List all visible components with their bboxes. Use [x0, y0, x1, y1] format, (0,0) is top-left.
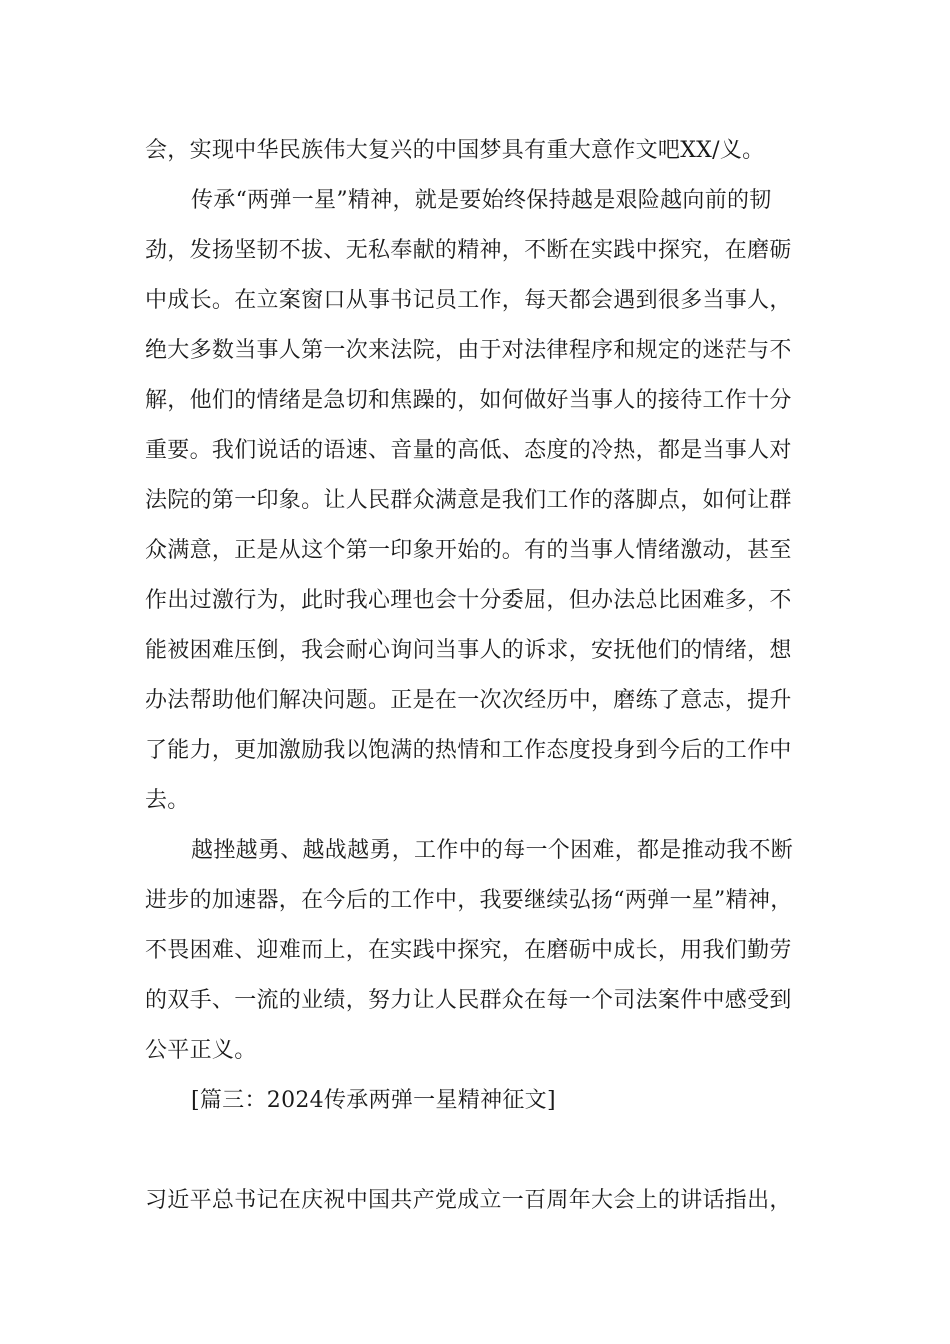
text-line-11: 能被困难压倒，我会耐心询问当事人的诉求，安抚他们的情绪，想 — [145, 638, 792, 663]
text-line-15: 越挫越勇、越战越勇，工作中的每一个困难，都是推动我不断 — [191, 838, 794, 863]
text-line-4: 中成长。在立案窗口从事书记员工作，每天都会遇到很多当事人， — [145, 288, 792, 313]
text-line-13: 了能力，更加激励我以饱满的热情和工作态度投身到今后的工作中 — [145, 738, 792, 763]
text-line-18: 的双手、一流的业绩，努力让人民群众在每一个司法案件中感受到 — [145, 988, 792, 1013]
text-line-17: 不畏困难、迎难而上，在实践中探究，在磨砺中成长，用我们勤劳 — [145, 938, 792, 963]
text-line-1: 会，实现中华民族伟大复兴的中国梦具有重大意作文吧XX/义。 — [145, 138, 765, 163]
text-line-2: 传承“两弹一星”精神，就是要始终保持越是艰险越向前的韧 — [191, 188, 772, 213]
text-line-14: 去。 — [145, 788, 190, 813]
text-line-6: 解，他们的情绪是急切和焦躁的，如何做好当事人的接待工作十分 — [145, 388, 792, 413]
text-line-3: 劲，发扬坚韧不拔、无私奉献的精神，不断在实践中探究，在磨砺 — [145, 238, 792, 263]
section-heading: [篇三：2024传承两弹一星精神征文] — [191, 1088, 556, 1113]
text-line-21: 习近平总书记在庆祝中国共产党成立一百周年大会上的讲话指出， — [145, 1188, 792, 1213]
text-line-10: 作出过激行为，此时我心理也会十分委屈，但办法总比困难多，不 — [145, 588, 792, 613]
text-line-16: 进步的加速器，在今后的工作中，我要继续弘扬“两弹一星”精神， — [145, 888, 793, 913]
text-line-8: 法院的第一印象。让人民群众满意是我们工作的落脚点，如何让群 — [145, 488, 792, 513]
text-line-7: 重要。我们说话的语速、音量的高低、态度的冷热，都是当事人对 — [145, 438, 792, 463]
text-line-9: 众满意，正是从这个第一印象开始的。有的当事人情绪激动，甚至 — [145, 538, 792, 563]
text-line-12: 办法帮助他们解决问题。正是在一次次经历中，磨练了意志，提升 — [145, 688, 792, 713]
text-line-5: 绝大多数当事人第一次来法院，由于对法律程序和规定的迷茫与不 — [145, 338, 792, 363]
text-line-19: 公平正义。 — [145, 1038, 257, 1063]
